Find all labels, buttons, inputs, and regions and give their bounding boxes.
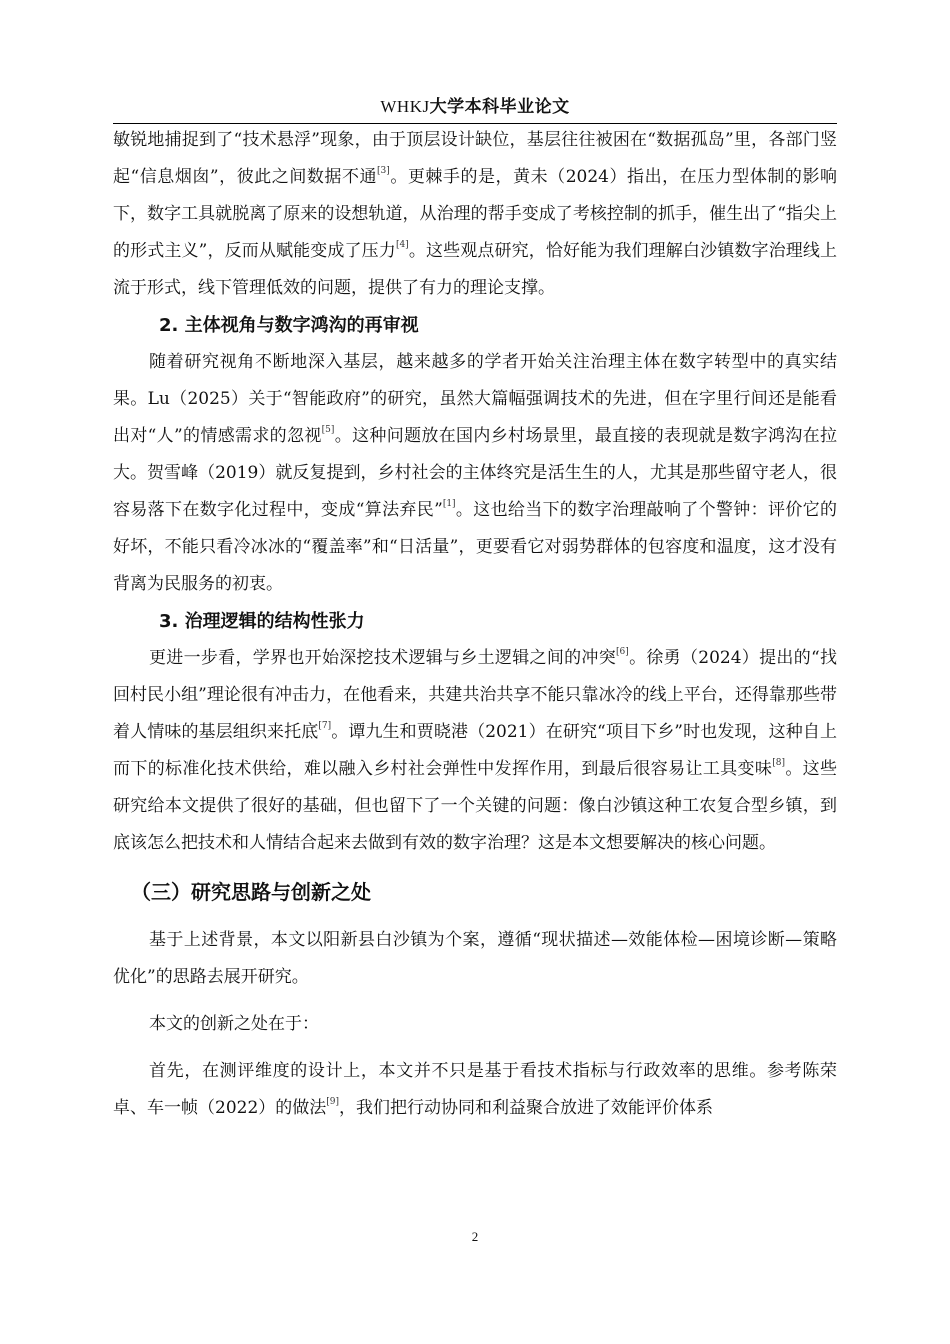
citation-9: [9] xyxy=(326,1097,340,1107)
paragraph-continued: 敏锐地捕捉到了“技术悬浮”现象，由于顶层设计缺位，基层往往被困在“数据孤岛”里，各部门竖起“信息烟囱”，彼此之间数据不通[3]。更棘手的是，黄未（2024）指出，在压力型体制的影响下，数字工具就脱离了原来的设想轨道，从治理的帮手变成了考核控制的抓手，催生出了“指尖上的形式主义”，反而从赋能变成了压力[4]。这些观点研究，恰好能为我们理解白沙镇数字治理线上流于形式，线下管理低效的问题，提供了有力的理论支撑。 xyxy=(113,130,838,298)
citation-1: [1] xyxy=(442,499,456,509)
paragraph-governance-logic: 更进一步看，学界也开始深挖技术逻辑与乡土逻辑之间的冲突[6]。徐勇（2024）提出的“找回村民小组”理论很有冲击力，在他看来，共建共治共享不能只靠冰冷的线上平台，还得靠那些带着人情味的基层组织来托底[7]。谭九生和贾晓港（2021）在研究“项目下乡”时也发现，这种自上而下的标准化技术供给，难以融入乡村社会弹性中发挥作用，到最后很容易让工具变味[8]。这些研究给本文提供了很好的基础，但也留下了一个关键的问题：像白沙镇这种工农复合型乡镇，到底该怎么把技术和人情结合起来去做到有效的数字治理？这是本文想要解决的核心问题。 xyxy=(113,647,838,853)
paragraph-research-approach: 基于上述背景，本文以阳新县白沙镇为个案，遵循“现状描述—效能体检—困境诊断—策略优化”的思路去展开研究。 xyxy=(113,930,837,987)
paragraph-innovation-first: 首先，在测评维度的设计上，本文并不只是基于看技术指标与行政效率的思维。参考陈荣卓、车一帧（2022）的做法[9]，我们把行动协同和利益聚合放进了效能评价体系 xyxy=(113,1061,837,1118)
citation-8: [8] xyxy=(772,758,785,768)
subsection-heading-2: 2. 主体视角与数字鸿沟的再审视 xyxy=(159,315,419,336)
header-title: 大学本科毕业论文 xyxy=(429,97,570,117)
section-heading-3: （三）研究思路与创新之处 xyxy=(131,880,371,904)
citation-7: [7] xyxy=(318,721,332,731)
citation-4: [4] xyxy=(395,240,409,250)
page-number: 2 xyxy=(471,1229,479,1244)
citation-6: [6] xyxy=(616,647,629,657)
header-school-code: WHKJ xyxy=(380,97,430,116)
page-body xyxy=(113,122,837,1127)
subsection-heading-3: 3. 治理逻辑的结构性张力 xyxy=(159,611,365,632)
citation-3: [3] xyxy=(377,166,390,176)
citation-5: [5] xyxy=(321,425,335,435)
running-header xyxy=(0,92,950,117)
paragraph-innovation-intro: 本文的创新之处在于： xyxy=(149,1014,319,1034)
paragraph-subject-perspective: 随着研究视角不断地深入基层，越来越多的学者开始关注治理主体在数字转型中的真实结果。Lu（2025）关于“智能政府”的研究，虽然大篇幅强调技术的先进，但在字里行间还是能看出对“人”的情感需求的忽视[5]。这种问题放在国内乡村场景里，最直接的表现就是数字鸿沟在拉大。贺雪峰（2019）就反复提到，乡村社会的主体终究是活生生的人，尤其是那些留守老人，很容易落下在数字化过程中，变成“算法弃民”[1]。这也给当下的数字治理敲响了个警钟：评价它的好坏，不能只看冷冰冰的“覆盖率”和“日活量”，更要看它对弱势群体的包容度和温度，这才没有背离为民服务的初衷。 xyxy=(113,352,837,594)
